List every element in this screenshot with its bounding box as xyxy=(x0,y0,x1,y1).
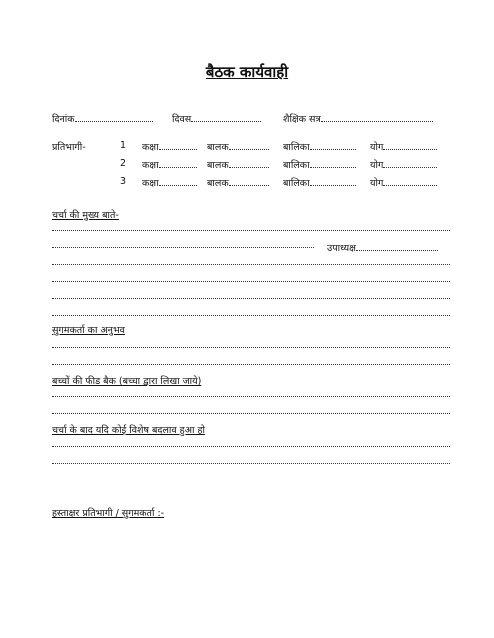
boys-field[interactable] xyxy=(207,140,269,153)
total-label: योग xyxy=(370,178,384,189)
discussion-line[interactable] xyxy=(52,298,450,299)
class-field[interactable] xyxy=(142,140,197,153)
discussion-line[interactable] xyxy=(52,230,450,231)
discussion-line[interactable] xyxy=(52,281,450,282)
discussion-line-vice-row xyxy=(52,243,450,257)
boys-field[interactable] xyxy=(207,158,269,171)
class-field[interactable] xyxy=(142,176,197,189)
girls-label: बालिका xyxy=(283,142,310,153)
signature-heading: हस्ताक्षर प्रतिभागी / सुगमकर्ता :- xyxy=(52,508,165,519)
total-field[interactable] xyxy=(370,140,437,153)
girls-label: बालिका xyxy=(283,178,310,189)
participant-row-num: 1 xyxy=(120,140,127,151)
feedback-line[interactable] xyxy=(52,413,450,414)
girls-field[interactable] xyxy=(283,176,356,189)
boys-label: बालक xyxy=(207,178,229,189)
day-label: दिवस xyxy=(172,114,192,125)
girls-field[interactable] xyxy=(283,140,356,153)
date-blank[interactable] xyxy=(75,112,153,122)
date-label: दिनांक xyxy=(52,114,75,125)
session-field[interactable] xyxy=(283,112,433,125)
total-label: योग xyxy=(370,142,384,153)
session-blank[interactable] xyxy=(321,112,433,122)
total-blank[interactable] xyxy=(383,158,437,168)
participant-row-num: 3 xyxy=(120,176,127,187)
class-label: कक्षा xyxy=(142,142,159,153)
girls-blank[interactable] xyxy=(310,176,356,186)
page-title: बैठक कार्यवाही xyxy=(205,63,289,81)
facilitator-line[interactable] xyxy=(52,347,450,348)
total-field[interactable] xyxy=(370,158,437,171)
total-field[interactable] xyxy=(370,176,437,189)
vice-principal-field[interactable] xyxy=(327,241,438,254)
discussion-line[interactable] xyxy=(52,247,314,248)
girls-label: बालिका xyxy=(283,160,310,171)
class-blank[interactable] xyxy=(159,176,197,186)
change-line[interactable] xyxy=(52,446,450,447)
day-blank[interactable] xyxy=(191,112,261,122)
boys-label: बालक xyxy=(207,142,229,153)
boys-blank[interactable] xyxy=(229,158,269,168)
facilitator-line[interactable] xyxy=(52,364,450,365)
change-heading: चर्चा के बाद यदि कोई विशेष बदलाव हुआ हो xyxy=(52,425,205,436)
total-label: योग xyxy=(370,160,384,171)
class-label: कक्षा xyxy=(142,178,159,189)
total-blank[interactable] xyxy=(383,176,437,186)
total-blank[interactable] xyxy=(383,140,437,150)
vice-principal-label: उपाध्यक्ष xyxy=(327,243,356,254)
discussion-line[interactable] xyxy=(52,315,450,316)
date-field[interactable] xyxy=(52,112,153,125)
vice-principal-blank[interactable] xyxy=(356,241,438,251)
boys-blank[interactable] xyxy=(229,176,269,186)
boys-field[interactable] xyxy=(207,176,269,189)
class-blank[interactable] xyxy=(159,158,197,168)
discussion-heading: चर्चा की मुख्य बाते- xyxy=(52,210,119,221)
feedback-line[interactable] xyxy=(52,396,450,397)
boys-label: बालक xyxy=(207,160,229,171)
class-label: कक्षा xyxy=(142,160,159,171)
change-line[interactable] xyxy=(52,463,450,464)
children-feedback-heading: बच्चों की फीड बैक (बच्चा द्वारा लिखा जाये) xyxy=(52,376,202,387)
class-field[interactable] xyxy=(142,158,197,171)
boys-blank[interactable] xyxy=(229,140,269,150)
day-field[interactable] xyxy=(172,112,261,125)
class-blank[interactable] xyxy=(159,140,197,150)
facilitator-experience-heading: सुगमकर्ता का अनुभव xyxy=(52,325,125,336)
participant-row-num: 2 xyxy=(120,158,127,169)
girls-blank[interactable] xyxy=(310,140,356,150)
session-label: शैक्षिक सत्र xyxy=(283,114,321,125)
girls-field[interactable] xyxy=(283,158,356,171)
girls-blank[interactable] xyxy=(310,158,356,168)
participants-label: प्रतिभागी- xyxy=(52,142,86,153)
discussion-line[interactable] xyxy=(52,264,450,265)
